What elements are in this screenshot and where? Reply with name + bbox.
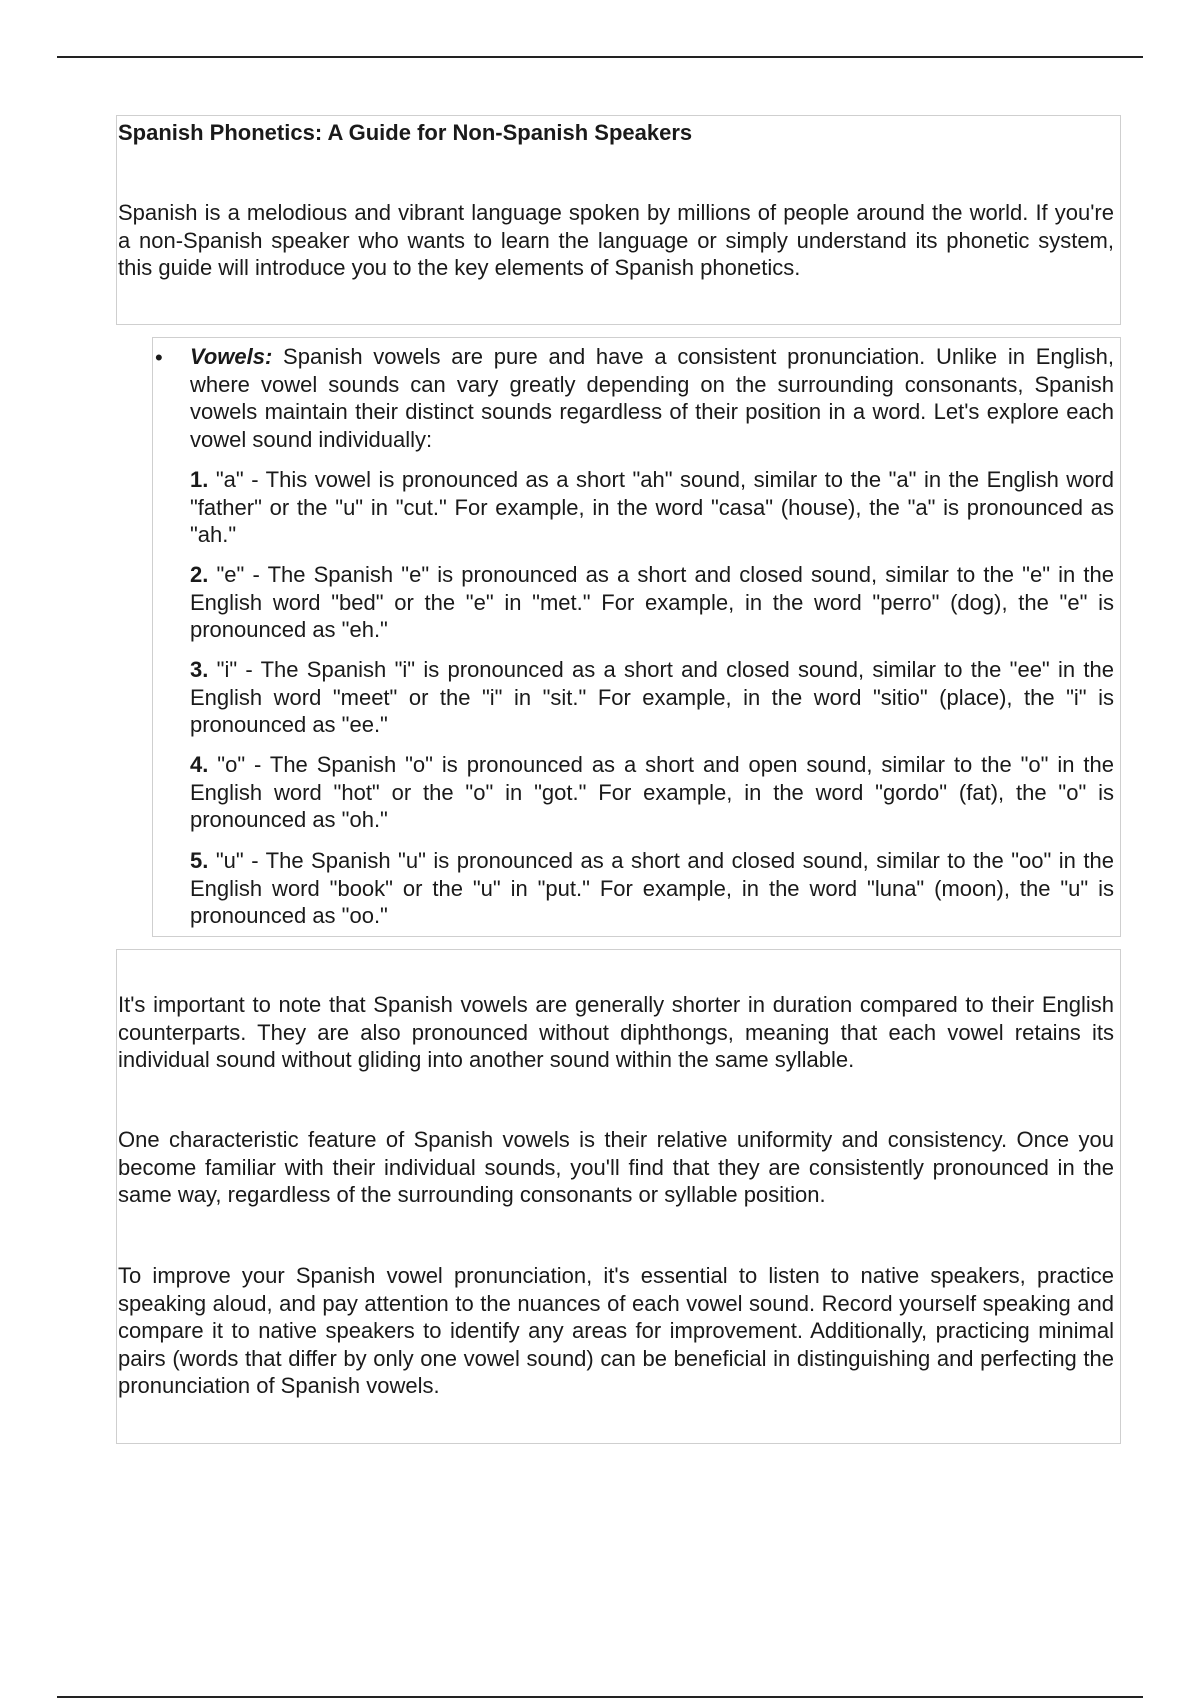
vowel-item	[190, 847, 1114, 930]
intro-paragraph: Spanish is a melodious and vibrant language spoken by millions of people around the world. If you're a non-Spanish speaker who wants to learn the language or simply understand its phonetic system, this guide will introduce you to the key elements of Spanish phonetics.	[118, 200, 1114, 280]
vowel-item-text: "a" - This vowel is pronounced as a short "ah" sound, similar to the "a" in the English word "father" or the "u" in "cut." For example, in the word "casa" (house), the "a" is pronounced as "ah."	[190, 467, 1114, 547]
vowel-item-number: 5.	[190, 848, 209, 873]
vowel-item-text: "u" - The Spanish "u" is pronounced as a short and closed sound, similar to the "oo" in the English word "book" or the "u" in "put." For example, in the word "luna" (moon), the "u" is pronounced as "oo."	[190, 848, 1114, 928]
vowels-intro-paragraph	[190, 343, 1114, 453]
vowel-item-number: 2.	[190, 562, 209, 587]
vowel-item	[190, 751, 1114, 834]
body-paragraph: To improve your Spanish vowel pronunciation, it's essential to listen to native speakers, practice speaking aloud, and pay attention to the nuances of each vowel sound. Record yourself speaking and compare it to native speakers to identify any areas for improvement. Additionally, practicing minimal pairs (words that differ by only one vowel sound) can be beneficial in distinguishing and perfecting the pronunciation of Spanish vowels.	[118, 1263, 1114, 1398]
body-paragraph: One characteristic feature of Spanish vowels is their relative uniformity and consistency. Once you become familiar with their individual sounds, you'll find that they are consistently pronounced in the same way, regardless of the surrounding consonants or syllable position.	[118, 1127, 1114, 1207]
vowel-item	[190, 466, 1114, 549]
top-rule	[57, 56, 1143, 58]
vowel-item-text: "o" - The Spanish "o" is pronounced as a short and open sound, similar to the "o" in the English word "hot" or the "o" in "got." For example, in the word "gordo" (fat), the "o" is pronounced as "oh."	[190, 752, 1114, 832]
vowel-item-text: "e" - The Spanish "e" is pronounced as a short and closed sound, similar to the "e" in the English word "bed" or the "e" in "met." For example, in the word "perro" (dog), the "e" is pronounced as "eh."	[190, 562, 1114, 642]
vowel-item-number: 3.	[190, 657, 209, 682]
vowel-item-text: "i" - The Spanish "i" is pronounced as a short and closed sound, similar to the "ee" in the English word "meet" or the "i" in "sit." For example, in the word "sitio" (place), the "i" is pronounced as "ee."	[190, 657, 1114, 737]
vowels-label: Vowels:	[190, 344, 273, 369]
bullet-marker: •	[155, 345, 163, 370]
vowel-item-number: 1.	[190, 467, 209, 492]
vowels-intro-text: Spanish vowels are pure and have a consistent pronunciation. Unlike in English, where vowel sounds can vary greatly depending on the surrounding consonants, Spanish vowels maintain their distinct sounds regardless of their position in a word. Let's explore each vowel sound individually:	[190, 344, 1114, 452]
bottom-rule	[57, 1696, 1143, 1698]
page-title: Spanish Phonetics: A Guide for Non-Spanish Speakers	[118, 120, 693, 145]
body-paragraph: It's important to note that Spanish vowels are generally shorter in duration compared to their English counterparts. They are also pronounced without diphthongs, meaning that each vowel retains its individual sound without gliding into another sound within the same syllable.	[118, 992, 1114, 1072]
vowel-item	[190, 656, 1114, 739]
vowel-item-number: 4.	[190, 752, 209, 777]
vowel-item	[190, 561, 1114, 644]
